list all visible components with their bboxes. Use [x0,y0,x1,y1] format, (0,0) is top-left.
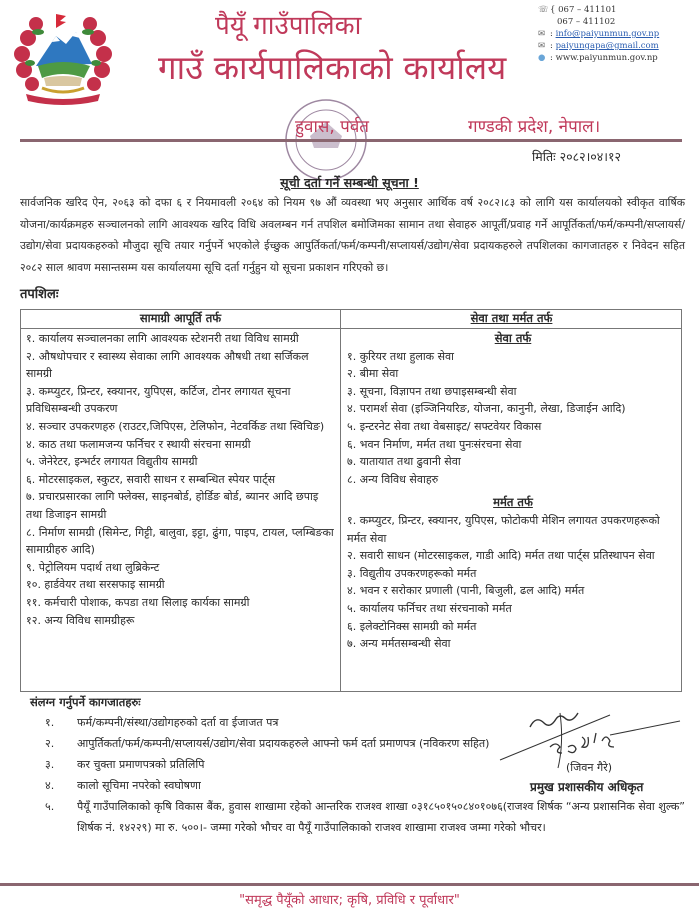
envelope-icon: ✉ [538,29,546,39]
email-link-1[interactable]: info@paiyunmun.gov.np [555,29,660,39]
repair-item: ७. अन्य मर्मतसम्बन्धी सेवा [347,637,451,651]
attachment-item [45,754,465,775]
location-subtitle: हुवास, पर्वत [295,117,369,137]
services-column-header-text: सेवा तथा मर्मत तर्फ [470,311,553,325]
municipality-name: पैयूँ गाउँपालिका [215,11,362,41]
phone-1: 067 – 411101 [558,5,617,15]
attachment-number: ५. [45,800,55,813]
attachment-text: फर्म/कम्पनी/संस्था/उद्योगहरुको दर्ता वा ईजाजत पत्र [77,716,279,729]
email-row-1: ✉ : info@paiyunmun.gov.np [538,29,660,39]
goods-item: ५. जेनेरेटर, इन्भर्टर लगायत विद्युतीय सामग्री [26,455,198,469]
repair-subheader-text: मर्मत तर्फ [493,495,533,510]
notice-intro: सार्वजनिक खरिद ऐन, २०६३ को दफा ६ र नियमावली २०६४ को नियम ९७ औं व्यवस्था भए अनुसार आर्थिक वर्ष २०८२।८३ को लागि यस कार्यालयको स्वीकृत वार्षिक योजना/कार्यक्रमहरु सञ्चालनको लागि आवश्यक खरिद विधि अवलम्बन गर्न तपशिल बमोजिमका सामान तथा सेवाहरु आपूर्ती/प्रवाह गर्ने आपूर्तिकर्ता/फर्म/कम्पनी/सप्लायर्स/उद्योग/सेवा प्रदायकहरुको मौजुदा सूचि तयार गर्नुपर्ने भएकोले ईच्छुक आपुर्तिकर्ता/फर्म/कम्पनी/सप्लायर्स/उद्योग/सेवा प्रदायकहरुले तपशिलका कागजातहरु र निवेदन सहित २०८२ साल श्रावण मसान्तसम्म यस कार्यालयमा सूचि दर्ता गर्नुहुन यो सूचना प्रकाशन गरिएको छ। [20,196,685,274]
goods-column-header: सामाग्री आपूर्ति तर्फ [139,311,222,325]
attachment-text: कर चुक्ता प्रमाणपत्रको प्रतिलिपि [77,758,205,771]
attachment-text: आपुर्तिकर्ता/फर्म/कम्पनी/सप्लायर्स/उद्योग/सेवा प्रदायकहरुले आफ्नो फर्म दर्ता प्रमाणपत्र (नविकरण सहित) [77,737,490,750]
attachment-text: पैयूँ गाउँपालिकाको कृषि विकास बैंक, हुवास शाखामा रहेको आन्तरिक राजश्व शाखा ०३१८५०१५०८४०१०७६(राजश्व शिर्षक “अन्य प्रशासनिक सेवा शुल्क” शिर्षक नं. १४२२९) मा रु. ५००।- जम्मा गरेको भौचर वा पैयूँ गाउँपालिकाको राजश्व शाखामा राजश्व जम्मा गरेको भौचर। [77,800,685,834]
phone-row: ☏{ 067 – 411101 [538,5,617,15]
notice-title-text: सूची दर्ता गर्ने सम्बन्धी सूचना ! [280,175,419,190]
header-divider [20,139,682,142]
details-label: तपशिलः [20,287,59,302]
goods-item: ९. पेट्रोलियम पदार्थ तथा लुब्रिकेन्ट [26,560,160,574]
goods-item: ४. सञ्चार उपकरणहरु (राउटर,जिपिएस, टेलिफोन, नेटवर्किङ तथा स्विचिङ) [26,419,325,433]
signatory-name: (जिवन गैरे) [566,761,613,774]
category-table [20,309,682,692]
footer-motto: "समृद्ध पैयूँको आधार; कृषि, प्रविधि र पूर्वाधार" [239,893,460,908]
attachment-item [45,775,465,796]
repair-item: ४. भवन र सरोकार प्रणाली (पानी, बिजुली, ढल आदि) मर्मत [347,584,585,598]
attachment-item [45,712,465,733]
nepal-emblem-icon [8,8,118,108]
footer-divider [0,883,699,886]
column-divider [340,310,341,691]
repair-subheader [347,494,679,512]
service-item: ४. परामर्श सेवा (इञ्जिनियरिङ, योजना, कानुनी, लेखा, डिजाईन आदि) [347,402,626,416]
attachment-text: कालो सूचिमा नपरेको स्वघोषणा [77,779,201,792]
service-item: ८. अन्य विविध सेवाहरु [347,472,439,486]
notice-title [0,174,699,191]
service-item: ६. भवन निर्माण, मर्मत तथा पुनःसंरचना सेवा [347,437,522,451]
contact-block [538,4,659,64]
repair-item: २. सवारी साधन (मोटरसाइकल, गाडी आदि) मर्मत तथा पार्ट्स प्रतिस्थापन सेवा [347,549,655,563]
repair-item: ५. कार्यालय फर्निचर तथा संरचनाको मर्मत [347,601,512,615]
service-item: ७. यातायात तथा ढुवानी सेवा [347,455,461,469]
goods-item: १. कार्यालय सञ्चालनका लागि आवश्यक स्टेशनरी तथा विविध सामग्री [26,332,299,345]
header-row-divider [21,328,681,329]
goods-item: ३. कम्प्युटर, प्रिन्टर, स्क्यानर, युपिएस, कर्टिज, टोनर लगायत सूचना प्रविधिसम्बन्धी उपकरण [26,384,291,416]
service-subheader [347,330,679,348]
attachment-number: ४. [45,779,55,792]
repair-item: १. कम्प्युटर, प्रिन्टर, स्क्यानर, युपिएस, फोटोकपी मेशिन लगायत उपकरणहरूको मर्मत सेवा [347,513,660,545]
phone-row-2 [538,16,659,28]
globe-icon: ● [538,53,546,63]
website-text: : www.paiyunmun.gov.np [550,53,658,63]
service-subheader-text: सेवा तर्फ [494,331,532,345]
signatory-designation: प्रमुख प्रशासकीय अधिकृत [530,780,644,794]
goods-item: ११. कर्मचारी पोशाक, कपडा तथा सिलाइ कार्यका सामग्री [26,595,250,609]
attachments-title: संलग्न गर्नुपर्ने कागजातहरुः [30,695,141,709]
email-link-2[interactable]: paiyungapa@gmail.com [555,41,659,51]
goods-item: २. औषधोपचार र स्वास्थ्य सेवाका लागि आवश्यक औषधी तथा सर्जिकल सामग्री [26,349,309,381]
repair-item: ६. इलेक्टोनिक्स सामग्री को मर्मत [347,619,477,633]
repair-item: ३. विद्युतीय उपकरणहरूको मर्मत [347,566,477,580]
goods-item: ४. काठ तथा फलामजन्य फर्निचर र स्थायी संरचना सामग्री [26,437,251,451]
services-list [347,330,679,653]
website-row [538,52,659,64]
attachment-number: ३. [45,758,55,771]
goods-item: ६. मोटरसाइकल, स्कुटर, सवारी साधन र सम्बन्धित स्पेयर पार्ट्स [26,472,276,486]
office-name: गाउँ कार्यपालिकाको कार्यालय [158,48,507,87]
province-label: गण्डकी प्रदेश, नेपाल। [468,117,601,137]
goods-item: १०. हार्डवेयर तथा सरसफाइ सामग्री [26,578,165,592]
attachment-item [45,796,685,838]
service-item: २. बीमा सेवा [347,367,399,381]
phone-icon: ☏ [538,5,549,15]
email-row-2: ✉ : paiyungapa@gmail.com [538,41,659,51]
envelope-icon: ✉ [538,41,546,51]
goods-item: ७. प्रचारप्रसारका लागि फ्लेक्स, साइनबोर्ड, होर्डिङ बोर्ड, ब्यानर आदि छपाइ तथा डिजाइन सामग्री [26,490,319,521]
attachment-number: २. [45,737,55,750]
notice-date: मितिः २०८२।०४।१२ [532,149,622,164]
service-item: १. कुरियर तथा हुलाक सेवा [347,349,455,363]
goods-item: ८. निर्माण सामग्री (सिमेन्ट, गिट्टी, बालुवा, इट्टा, ढुंगा, पाइप, टायल, प्लम्बिङका सामाग्रीहरु आदि) [26,525,334,557]
goods-list [26,330,336,629]
service-item: ५. इन्टरनेट सेवा तथा वेबसाइट/ सफ्टवेयर विकास [347,419,542,433]
goods-item: १२. अन्य विविध सामग्रीहरू [26,613,135,627]
service-item: ३. सूचना, विज्ञापन तथा छपाइसम्बन्धी सेवा [347,384,517,398]
services-column-header [341,311,682,326]
attachment-number: १. [45,716,55,729]
phone-2: 067 – 411102 [557,17,616,27]
